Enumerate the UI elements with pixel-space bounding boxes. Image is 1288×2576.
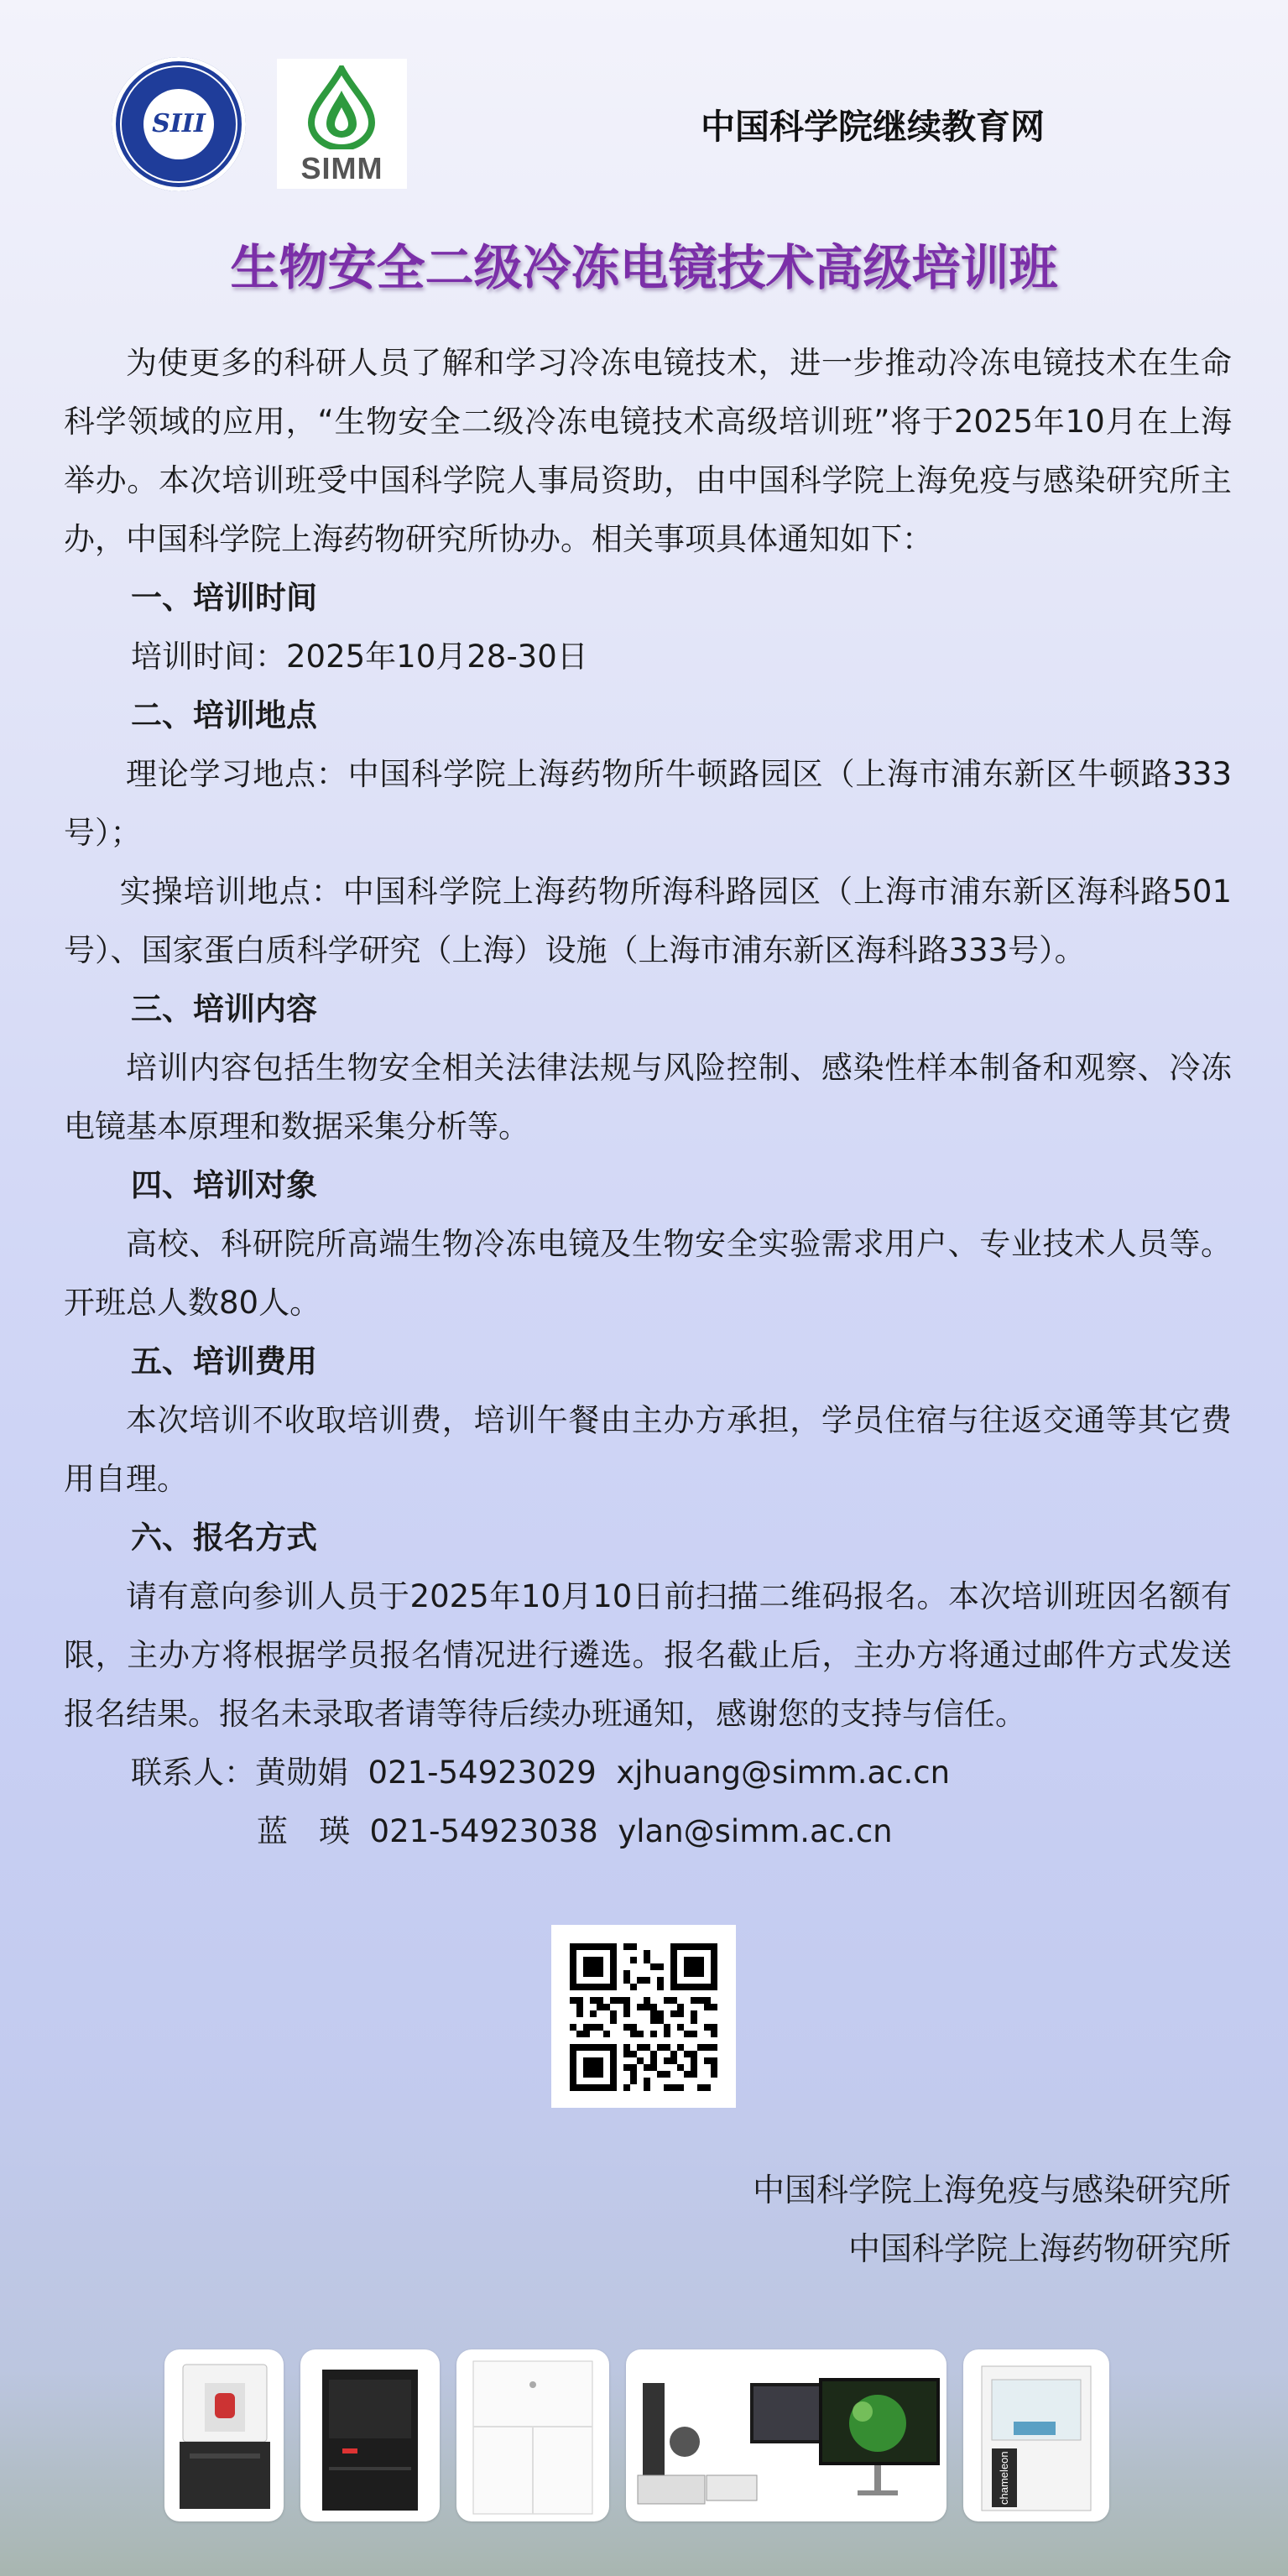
page-title: 生物安全二级冷冻电镜技术高级培训班 bbox=[230, 239, 1058, 296]
location-theory-text: 理论学习地点：中国科学院上海药物所牛顿路园区（上海市浦东新区牛顿路333号）； bbox=[64, 756, 1232, 851]
cryo-em-microscope-image bbox=[300, 2349, 440, 2521]
contact-name: 蓝 瑛 bbox=[257, 1813, 350, 1849]
registration-text: 请有意向参训人员于2025年10月10日前扫描二维码报名。本次培训班因名额有限，主办方将根据学员报名情况进行遴选。报名截止后，主办方将通过邮件方式发送报名结果。报名未录取者请等待后续办班通知，感谢您的支持与信任。 bbox=[64, 1578, 1232, 1732]
notice-body bbox=[64, 334, 1232, 1861]
intro-paragraph: 为使更多的科研人员了解和学习冷冻电镜技术，进一步推动冷冻电镜技术在生命科学领域的应用，“生物安全二级冷冻电镜技术高级培训班”将于2025年10月在上海举办。本次培训班受中国科学院人事局资助，由中国科学院上海免疫与感染研究所主办，中国科学院上海药物研究所协办。相关事项具体通知如下： bbox=[64, 345, 1232, 557]
contact-line-1 bbox=[64, 1744, 1232, 1802]
contact-phone: 021-54923029 bbox=[368, 1755, 597, 1791]
qr-code-icon bbox=[570, 1943, 717, 2091]
time-text: 培训时间：2025年10月28-30日 bbox=[131, 639, 588, 675]
cryo-em-microscope-image bbox=[164, 2349, 284, 2521]
siii-logo bbox=[112, 57, 246, 191]
chameleon-label: chameleon bbox=[998, 2451, 1010, 2505]
contact-email[interactable]: xjhuang@simm.ac.cn bbox=[616, 1755, 951, 1791]
chameleon-instrument-image bbox=[963, 2349, 1109, 2521]
contact-email[interactable]: ylan@simm.ac.cn bbox=[618, 1813, 893, 1849]
contact-line-2 bbox=[64, 1802, 1232, 1861]
qr-code[interactable] bbox=[551, 1925, 736, 2108]
section-heading-location: 二、培训地点 bbox=[131, 697, 317, 733]
section-heading-time: 一、培训时间 bbox=[131, 580, 317, 616]
organizer-host: 中国科学院上海免疫与感染研究所 bbox=[752, 2172, 1231, 2208]
section-heading-audience: 四、培训对象 bbox=[131, 1167, 317, 1203]
cryo-em-microscope-image bbox=[456, 2349, 609, 2521]
section-heading-content: 三、培训内容 bbox=[131, 991, 317, 1027]
content-text: 培训内容包括生物安全相关法律法规与风险控制、感染性样本制备和观察、冷冻电镜基本原理和数据采集分析等。 bbox=[64, 1050, 1232, 1145]
siii-logo-text: SIII bbox=[152, 109, 206, 138]
fees-text: 本次培训不收取培训费，培训午餐由主办方承担，学员住宿与往返交通等其它费用自理。 bbox=[64, 1402, 1232, 1497]
light-microscope-workstation-image bbox=[626, 2349, 946, 2521]
site-name: 中国科学院继续教育网 bbox=[701, 107, 1045, 147]
organizer-co: 中国科学院上海药物研究所 bbox=[847, 2230, 1231, 2267]
contact-label: 联系人： bbox=[131, 1755, 255, 1791]
organizers bbox=[753, 2161, 1231, 2278]
simm-logo bbox=[277, 59, 407, 189]
audience-text: 高校、科研院所高端生物冷冻电镜及生物安全实验需求用户、专业技术人员等。开班总人数80人。 bbox=[64, 1226, 1232, 1321]
simm-drop-icon bbox=[305, 65, 378, 149]
contact-name: 黄勋娟 bbox=[255, 1755, 348, 1791]
section-heading-fees: 五、培训费用 bbox=[131, 1343, 317, 1379]
contact-phone: 021-54923038 bbox=[369, 1813, 598, 1849]
section-heading-registration: 六、报名方式 bbox=[131, 1520, 317, 1556]
location-practice-text: 实操培训地点：中国科学院上海药物所海科路园区（上海市浦东新区海科路501号）、国家蛋白质科学研究（上海）设施（上海市浦东新区海科路333号）。 bbox=[64, 873, 1232, 968]
simm-logo-text: SIMM bbox=[300, 151, 383, 185]
